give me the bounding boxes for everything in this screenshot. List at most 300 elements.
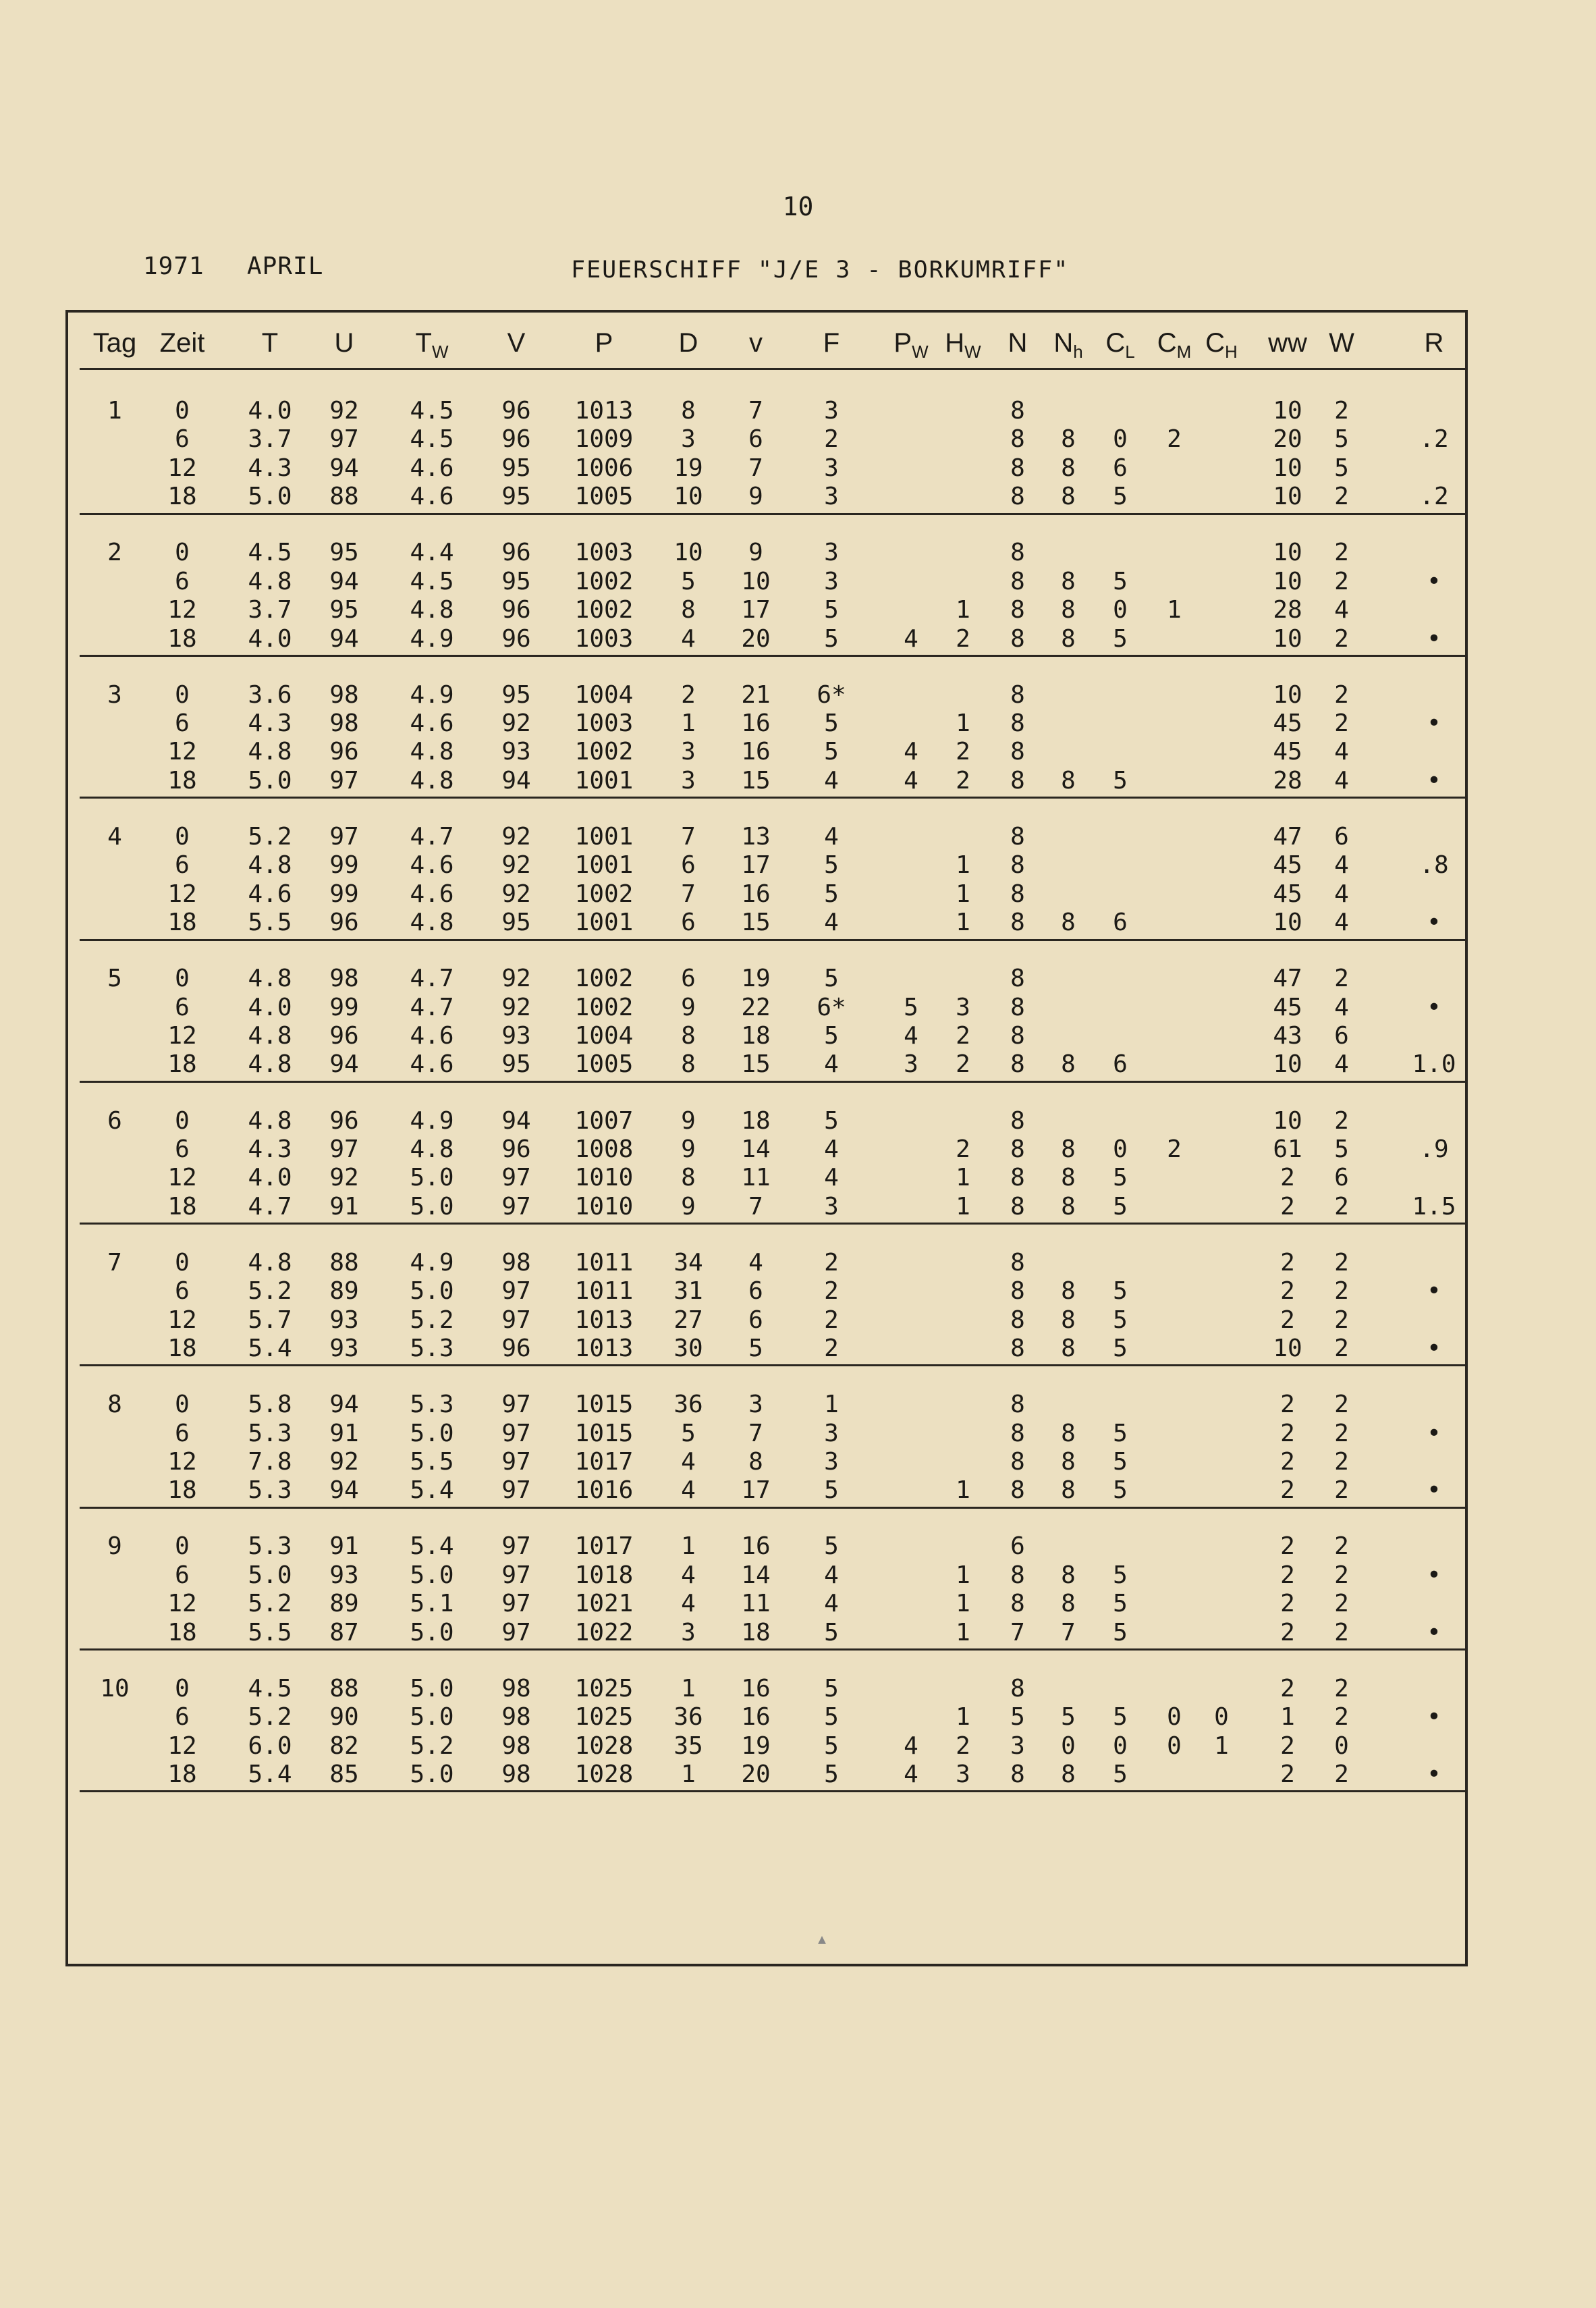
cell-V: 95 [501,909,531,937]
cell-Tw: 5.0 [410,1618,454,1646]
cell-W: 2 [1334,1277,1349,1306]
cell-zeit: 12 [167,1164,197,1192]
cell-zeit: 6 [175,567,190,595]
cell-Tw: 5.0 [410,1277,454,1306]
cell-Tw: 4.7 [410,822,454,851]
cell-D: 4 [681,1476,696,1505]
cell-T: 4.0 [248,1164,292,1192]
cell-D: 5 [681,1419,696,1447]
cell-T: 5.7 [248,1306,292,1334]
cell-V: 97 [501,1476,531,1505]
cell-zeit: 0 [175,1248,190,1277]
cell-U: 99 [329,993,359,1021]
column-header-label: P [595,328,613,358]
cell-D: 36 [673,1391,703,1419]
cell-v: 14 [741,1135,771,1163]
cell-P: 1005 [574,1050,634,1079]
cell-F: 2 [824,1335,839,1362]
cell-v: 6 [748,1306,763,1334]
cell-D: 9 [681,993,696,1021]
cell-D: 4 [681,1447,696,1476]
cell-R: • [1427,1760,1441,1788]
cell-Tw: 4.6 [410,880,454,908]
cell-Tw: 5.0 [410,1760,454,1788]
cell-D: 35 [673,1732,703,1760]
column-header-label: T [415,328,432,358]
column-header-Nh [1041,316,1095,370]
cell-N: 8 [1010,1022,1025,1050]
cell-Tw: 4.9 [410,680,454,709]
cell-Nh: 8 [1061,1306,1076,1334]
cell-D: 19 [673,454,703,482]
cell-v: 17 [741,1476,771,1505]
cell-N: 8 [1010,425,1025,454]
cell-T: 5.5 [248,909,292,937]
cell-T: 5.2 [248,1590,292,1618]
cell-Hw: 1 [956,1476,970,1505]
cell-v: 7 [748,1192,763,1220]
cell-W: 2 [1334,539,1349,567]
cell-R: 1.0 [1412,1050,1456,1079]
cell-U: 94 [329,567,359,595]
cell-F: 4 [824,1164,839,1192]
cell-D: 8 [681,397,696,425]
cell-P: 1011 [574,1248,634,1277]
cell-tag: 5 [107,965,122,993]
cell-zeit: 0 [175,397,190,425]
cell-U: 89 [329,1277,359,1306]
cell-zeit: 12 [167,596,197,624]
cell-N: 8 [1010,1419,1025,1447]
cell-Hw: 2 [956,1022,970,1050]
cell-W: 2 [1334,1192,1349,1220]
cell-v: 21 [741,680,771,709]
column-header-CM [1147,316,1201,370]
cell-P: 1018 [574,1561,634,1589]
cell-V: 97 [501,1447,531,1476]
cell-R: .2 [1419,425,1449,454]
cell-R: • [1427,624,1441,653]
cell-T: 4.5 [248,539,292,567]
cell-N: 8 [1010,454,1025,482]
cell-F: 5 [824,880,839,908]
cell-F: 3 [824,454,839,482]
cell-T: 4.0 [248,993,292,1021]
cell-v: 16 [741,738,771,766]
cell-T: 6.0 [248,1732,292,1760]
cell-N: 8 [1010,1106,1025,1135]
cell-zeit: 18 [167,1050,197,1079]
cell-CM: 1 [1167,596,1182,624]
day-separator [80,1223,1468,1225]
cell-zeit: 18 [167,624,197,653]
cell-Tw: 5.2 [410,1732,454,1760]
cell-ww: 10 [1273,624,1302,653]
cell-P: 1025 [574,1674,634,1702]
cell-ww: 2 [1280,1618,1295,1646]
column-header-subscript: h [1073,342,1083,362]
cell-F: 2 [824,425,839,454]
cell-D: 9 [681,1106,696,1135]
cell-zeit: 18 [167,766,197,795]
column-header-Hw [936,316,990,370]
cell-ww: 2 [1280,1192,1295,1220]
cell-T: 5.2 [248,1703,292,1732]
cell-V: 97 [501,1532,531,1561]
cell-T: 5.0 [248,766,292,795]
cell-F: 4 [824,1561,839,1589]
cell-Nh: 8 [1061,1419,1076,1447]
cell-tag: 4 [107,822,122,851]
cell-CL: 0 [1113,1732,1128,1760]
cell-zeit: 6 [175,993,190,1021]
cell-zeit: 18 [167,1760,197,1788]
cell-N: 8 [1010,1335,1025,1362]
cell-W: 2 [1334,397,1349,425]
cell-D: 10 [673,483,703,511]
cell-P: 1008 [574,1135,634,1163]
cell-D: 8 [681,596,696,624]
cell-ww: 10 [1273,909,1302,937]
day-separator [80,939,1468,941]
cell-P: 1001 [574,909,634,937]
cell-F: 5 [824,965,839,993]
day-separator [80,513,1468,515]
cell-R: • [1427,1561,1441,1589]
cell-Pw: 4 [904,624,918,653]
cell-v: 19 [741,965,771,993]
cell-U: 97 [329,766,359,795]
column-header-zeit [148,316,216,370]
cell-F: 3 [824,397,839,425]
cell-v: 9 [748,483,763,511]
cell-D: 8 [681,1022,696,1050]
cell-F: 3 [824,539,839,567]
cell-W: 2 [1334,1335,1349,1362]
cell-V: 92 [501,709,531,737]
cell-U: 93 [329,1306,359,1334]
cell-P: 1002 [574,738,634,766]
cell-v: 15 [741,1050,771,1079]
cell-W: 0 [1334,1732,1349,1760]
cell-v: 17 [741,596,771,624]
cell-F: 4 [824,1135,839,1163]
column-header-label: C [1205,328,1226,358]
cell-CL: 0 [1113,425,1128,454]
cell-W: 2 [1334,1760,1349,1788]
cell-ww: 2 [1280,1419,1295,1447]
cell-Hw: 1 [956,596,970,624]
cell-U: 94 [329,454,359,482]
cell-V: 98 [501,1703,531,1732]
cell-N: 6 [1010,1532,1025,1561]
cell-ww: 10 [1273,539,1302,567]
cell-U: 95 [329,596,359,624]
cell-Pw: 4 [904,766,918,795]
cell-v: 7 [748,1419,763,1447]
cell-ww: 2 [1280,1476,1295,1505]
cell-zeit: 0 [175,1391,190,1419]
cell-v: 22 [741,993,771,1021]
cell-CM: 2 [1167,1135,1182,1163]
cell-U: 93 [329,1561,359,1589]
cell-Hw: 2 [956,1732,970,1760]
cell-ww: 20 [1273,425,1302,454]
column-header-label: C [1105,328,1126,358]
column-header-label: H [945,328,965,358]
cell-Tw: 5.0 [410,1703,454,1732]
cell-T: 4.7 [248,1192,292,1220]
cell-T: 4.3 [248,1135,292,1163]
cell-W: 6 [1334,1022,1349,1050]
column-header-subscript: W [431,342,449,362]
cell-P: 1004 [574,680,634,709]
cell-T: 4.3 [248,709,292,737]
cell-R: • [1427,909,1441,937]
column-header-R [1397,316,1471,370]
cell-W: 6 [1334,822,1349,851]
cell-v: 18 [741,1618,771,1646]
cell-tag: 2 [107,539,122,567]
cell-U: 91 [329,1192,359,1220]
cell-P: 1022 [574,1618,634,1646]
cell-P: 1003 [574,539,634,567]
cell-zeit: 18 [167,1335,197,1362]
cell-D: 4 [681,1561,696,1589]
report-year: 1971 [143,252,204,280]
cell-v: 4 [748,1248,763,1277]
column-header-v [722,316,790,370]
cell-Hw: 2 [956,766,970,795]
cell-U: 94 [329,1050,359,1079]
cell-N: 8 [1010,680,1025,709]
cell-Pw: 4 [904,1022,918,1050]
cell-Tw: 4.6 [410,483,454,511]
column-header-label: V [507,328,526,358]
cell-P: 1016 [574,1476,634,1505]
cell-zeit: 0 [175,1106,190,1135]
cell-Hw: 1 [956,1590,970,1618]
cell-Tw: 5.3 [410,1335,454,1362]
cell-Nh: 8 [1061,454,1076,482]
cell-zeit: 18 [167,909,197,937]
cell-Nh: 5 [1061,1703,1076,1732]
cell-T: 4.0 [248,624,292,653]
cell-CL: 6 [1113,454,1128,482]
cell-T: 4.3 [248,454,292,482]
cell-V: 96 [501,539,531,567]
cell-D: 4 [681,1590,696,1618]
cell-F: 5 [824,851,839,880]
cell-R: • [1427,993,1441,1021]
cell-zeit: 18 [167,1618,197,1646]
cell-Nh: 8 [1061,909,1076,937]
cell-v: 20 [741,1760,771,1788]
cell-CL: 5 [1113,1419,1128,1447]
cell-CM: 2 [1167,425,1182,454]
cell-U: 92 [329,1164,359,1192]
cell-F: 4 [824,1590,839,1618]
column-header-label: P [893,328,912,358]
cell-T: 5.4 [248,1760,292,1788]
cell-W: 2 [1334,1532,1349,1561]
cell-Hw: 1 [956,1164,970,1192]
cell-Tw: 4.6 [410,709,454,737]
cell-CL: 5 [1113,483,1128,511]
cell-ww: 45 [1273,851,1302,880]
cell-CM: 0 [1167,1732,1182,1760]
column-header-subscript: L [1125,342,1135,362]
cell-Nh: 8 [1061,1192,1076,1220]
cell-D: 36 [673,1703,703,1732]
cell-W: 4 [1334,909,1349,937]
cell-N: 8 [1010,397,1025,425]
cell-T: 5.3 [248,1419,292,1447]
cell-Hw: 1 [956,709,970,737]
cell-U: 96 [329,1106,359,1135]
cell-Nh: 8 [1061,624,1076,653]
cell-P: 1001 [574,766,634,795]
cell-ww: 28 [1273,596,1302,624]
cell-T: 7.8 [248,1447,292,1476]
column-header-Pw [884,316,938,370]
cell-CL: 5 [1113,624,1128,653]
cell-D: 3 [681,766,696,795]
cell-V: 95 [501,567,531,595]
cell-F: 3 [824,483,839,511]
cell-Nh: 8 [1061,1335,1076,1362]
cell-W: 5 [1334,1135,1349,1163]
cell-N: 8 [1010,1476,1025,1505]
cell-D: 1 [681,1532,696,1561]
cell-P: 1002 [574,880,634,908]
cell-T: 4.8 [248,567,292,595]
cell-Tw: 5.4 [410,1532,454,1561]
cell-U: 91 [329,1532,359,1561]
cell-zeit: 6 [175,1703,190,1732]
cell-Nh: 8 [1061,766,1076,795]
cell-CL: 5 [1113,1561,1128,1589]
cell-N: 8 [1010,851,1025,880]
cell-F: 5 [824,1532,839,1561]
cell-Tw: 4.8 [410,909,454,937]
cell-F: 5 [824,1106,839,1135]
cell-U: 94 [329,1391,359,1419]
cell-zeit: 12 [167,1732,197,1760]
cell-v: 9 [748,539,763,567]
cell-W: 2 [1334,1476,1349,1505]
day-separator [80,1790,1468,1792]
cell-U: 97 [329,425,359,454]
cell-V: 95 [501,1050,531,1079]
cell-Tw: 4.9 [410,1248,454,1277]
cell-F: 2 [824,1306,839,1334]
cell-F: 2 [824,1277,839,1306]
cell-Tw: 4.8 [410,1135,454,1163]
cell-CL: 5 [1113,1164,1128,1192]
cell-CL: 5 [1113,567,1128,595]
cell-v: 16 [741,1532,771,1561]
cell-R: • [1427,1277,1441,1306]
cell-U: 89 [329,1590,359,1618]
cell-tag: 9 [107,1532,122,1561]
cell-R: • [1427,1476,1441,1505]
cell-N: 8 [1010,1050,1025,1079]
cell-tag: 6 [107,1106,122,1135]
cell-Hw: 1 [956,1618,970,1646]
cell-zeit: 12 [167,454,197,482]
cell-F: 4 [824,1050,839,1079]
cell-v: 7 [748,397,763,425]
cell-W: 6 [1334,1164,1349,1192]
cell-D: 9 [681,1135,696,1163]
cell-CL: 5 [1113,1703,1128,1732]
cell-CL: 5 [1113,1590,1128,1618]
cell-ww: 45 [1273,993,1302,1021]
cell-zeit: 6 [175,709,190,737]
cell-ww: 45 [1273,880,1302,908]
cell-U: 88 [329,1248,359,1277]
cell-V: 96 [501,425,531,454]
cell-R: • [1427,1703,1441,1732]
cell-P: 1006 [574,454,634,482]
cell-zeit: 0 [175,1674,190,1702]
cell-Nh: 7 [1061,1618,1076,1646]
cell-D: 1 [681,709,696,737]
cell-Nh: 8 [1061,1590,1076,1618]
cell-U: 93 [329,1335,359,1362]
cell-N: 8 [1010,909,1025,937]
cell-tag: 10 [100,1674,130,1702]
cell-ww: 2 [1280,1277,1295,1306]
cell-Tw: 4.8 [410,766,454,795]
cell-P: 1010 [574,1192,634,1220]
cell-Pw: 4 [904,1732,918,1760]
cell-Nh: 8 [1061,1760,1076,1788]
cell-ww: 2 [1280,1760,1295,1788]
cell-Tw: 4.7 [410,965,454,993]
cell-W: 4 [1334,993,1349,1021]
cell-N: 8 [1010,709,1025,737]
cell-Hw: 1 [956,851,970,880]
cell-V: 97 [501,1306,531,1334]
column-header-V [479,316,553,370]
cell-Tw: 4.9 [410,1106,454,1135]
cell-U: 98 [329,709,359,737]
cell-ww: 2 [1280,1391,1295,1419]
cell-W: 2 [1334,1561,1349,1589]
cell-ww: 1 [1280,1703,1295,1732]
cell-CL: 6 [1113,909,1128,937]
cell-v: 10 [741,567,771,595]
cell-v: 16 [741,709,771,737]
cell-CL: 5 [1113,1618,1128,1646]
day-separator [80,655,1468,657]
cell-ww: 10 [1273,483,1302,511]
cell-P: 1015 [574,1391,634,1419]
cell-ww: 45 [1273,738,1302,766]
cell-Tw: 5.0 [410,1192,454,1220]
cell-zeit: 0 [175,539,190,567]
cell-N: 8 [1010,993,1025,1021]
cell-v: 8 [748,1447,763,1476]
cell-Nh: 0 [1061,1732,1076,1760]
cell-D: 8 [681,1050,696,1079]
cell-T: 5.3 [248,1532,292,1561]
cell-P: 1003 [574,709,634,737]
cell-U: 97 [329,822,359,851]
cell-P: 1002 [574,993,634,1021]
